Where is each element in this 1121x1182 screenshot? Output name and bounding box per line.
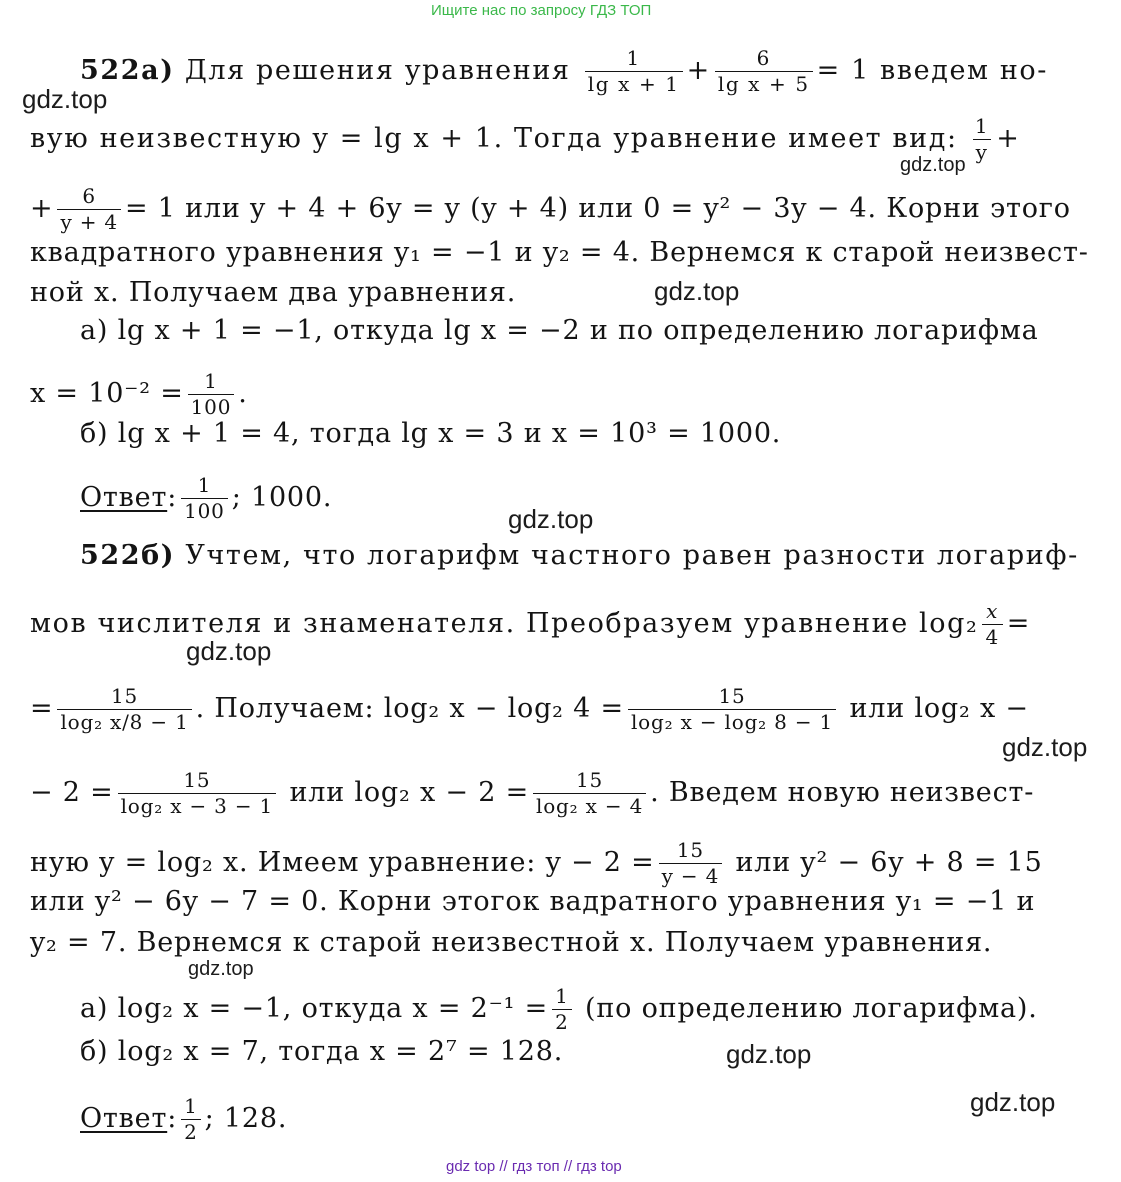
problem-b-text: − 2 = <box>30 777 114 808</box>
fraction-numerator: 15 <box>676 838 704 862</box>
problem-a-number: 522а) <box>80 55 175 86</box>
watermark: gdz.top <box>508 504 594 534</box>
fraction-numerator: 1 <box>555 984 569 1008</box>
problem-b-text: мов числителя и знаменателя. Преобразуем уравнение log₂ <box>30 608 979 639</box>
operator: = <box>30 693 54 724</box>
operator: = <box>1006 608 1032 639</box>
fraction-denominator: 100 <box>188 394 235 418</box>
fraction-denominator: log₂ x − 4 <box>533 793 646 817</box>
fraction-denominator: 2 <box>552 1009 572 1033</box>
problem-a-line-5: ной x. Получаем два уравнения. <box>30 277 517 308</box>
fraction-denominator: y − 4 <box>659 863 723 887</box>
watermark: gdz.top <box>188 958 254 980</box>
fraction-numerator: 6 <box>82 184 96 208</box>
fraction <box>982 601 1002 648</box>
problem-b-line-8 <box>80 986 1038 1033</box>
problem-b-text: а) log₂ x = −1, откуда x = 2⁻¹ = <box>80 993 549 1024</box>
problem-b-line-3 <box>30 686 1029 733</box>
problem-b-text: (по определению логарифма). <box>585 993 1038 1024</box>
fraction-numerator: 1 <box>184 1094 198 1118</box>
fraction <box>181 1096 201 1143</box>
problem-b-line-2 <box>30 601 1031 648</box>
problem-b-line-5 <box>30 840 1043 887</box>
answer-value: ; 128. <box>204 1103 288 1134</box>
problem-a-line-6: а) lg x + 1 = −1, откуда lg x = −2 и по определению логарифма <box>80 315 1039 346</box>
problem-a-text: вую неизвестную y = lg x + 1. Тогда уравнение имеет вид: <box>30 123 958 154</box>
problem-b-text: . Введем новую неизвест- <box>650 777 1035 808</box>
fraction-denominator: lg x + 5 <box>715 71 813 95</box>
fraction <box>972 116 992 163</box>
watermark: gdz.top <box>900 154 966 176</box>
problem-a-answer <box>80 475 332 522</box>
fraction-denominator: 100 <box>181 498 228 522</box>
fraction-denominator: log₂ x/8 − 1 <box>57 709 191 733</box>
problem-b-number: 522б) <box>80 540 176 571</box>
problem-a-line-7 <box>30 371 248 418</box>
problem-b-line-6: или y² − 6y − 7 = 0. Корни этогок вадратного уравнения y₁ = −1 и <box>30 886 1036 917</box>
fraction-numerator: 1 <box>204 369 218 393</box>
fraction <box>659 840 723 887</box>
problem-b-text: Учтем, что логарифм частного равен разности логариф- <box>185 540 1079 571</box>
fraction-numerator: x <box>986 599 1000 623</box>
operator: + <box>30 193 54 224</box>
fraction-numerator: 15 <box>718 684 746 708</box>
fraction <box>533 770 646 817</box>
fraction-denominator: y + 4 <box>57 209 121 233</box>
fraction <box>628 686 836 733</box>
answer-colon: : <box>167 482 178 513</box>
fraction <box>57 686 191 733</box>
fraction <box>57 186 121 233</box>
fraction-numerator: 1 <box>197 473 212 497</box>
answer-label: Ответ <box>80 482 168 513</box>
problem-b-line-7: y₂ = 7. Вернемся к старой неизвестной x. Получаем уравнения. <box>30 927 993 958</box>
fraction <box>118 770 277 817</box>
problem-a-line-2 <box>30 116 1020 163</box>
fraction-numerator: 1 <box>626 46 641 70</box>
problem-a-line-3 <box>30 186 1071 233</box>
fraction-denominator: 2 <box>181 1119 201 1143</box>
problem-a-text: x = 10⁻² = <box>30 378 184 409</box>
fraction-numerator: 1 <box>974 114 990 138</box>
problem-a-line-1 <box>80 48 1048 95</box>
fraction-numerator: 15 <box>576 768 604 792</box>
watermark: gdz.top <box>726 1039 812 1069</box>
fraction-denominator: y <box>973 139 992 163</box>
problem-a-text: = 1 или y + 4 + 6y = y (y + 4) или 0 = y² − 3y − 4. Корни этого <box>124 193 1071 224</box>
fraction-numerator: 15 <box>110 684 139 708</box>
operator: + <box>686 55 711 86</box>
answer-label: Ответ <box>80 1103 168 1134</box>
problem-b-text: . Получаем: log₂ x − log₂ 4 = <box>195 693 624 724</box>
operator: = 1 <box>816 55 870 86</box>
problem-b-line-9: б) log₂ x = 7, тогда x = 2⁷ = 128. <box>80 1036 564 1067</box>
watermark: gdz.top <box>22 84 108 114</box>
fraction-denominator: log₂ x − log₂ 8 − 1 <box>628 709 836 733</box>
problem-a-text: введем но- <box>880 55 1048 86</box>
fraction <box>715 48 813 95</box>
problem-a-line-4: квадратного уравнения y₁ = −1 и y₂ = 4. Вернемся к старой неизвест- <box>30 237 1089 268</box>
problem-b-text: или y² − 6y + 8 = 15 <box>735 847 1043 878</box>
watermark: gdz.top <box>654 276 740 306</box>
answer-value: ; 1000. <box>231 482 333 513</box>
problem-b-answer <box>80 1096 287 1143</box>
watermark: gdz.top <box>1002 732 1088 762</box>
search-hint: Ищите нас по запросу ГДЗ ТОП <box>431 2 652 19</box>
problem-b-line-1 <box>80 541 1079 571</box>
fraction <box>188 371 235 418</box>
fraction-numerator: 6 <box>756 46 771 70</box>
problem-b-text: ную y = log₂ x. Имеем уравнение: y − 2 = <box>30 847 655 878</box>
problem-a-line-8: б) lg x + 1 = 4, тогда lg x = 3 и x = 10³ = 1000. <box>80 418 782 449</box>
problem-b-text: или log₂ x − <box>849 693 1029 724</box>
fraction <box>181 475 228 522</box>
operator: . <box>238 378 248 409</box>
problem-b-line-4 <box>30 770 1034 817</box>
operator: + <box>996 123 1021 154</box>
fraction <box>552 986 572 1033</box>
fraction-denominator: 4 <box>982 624 1002 648</box>
fraction-numerator: 15 <box>183 768 211 792</box>
answer-colon: : <box>167 1103 178 1134</box>
watermark: gdz.top <box>186 636 272 666</box>
problem-a-text: Для решения уравнения <box>184 55 571 86</box>
watermark: gdz.top <box>970 1087 1056 1117</box>
fraction <box>585 48 683 95</box>
fraction-denominator: log₂ x − 3 − 1 <box>118 793 277 817</box>
fraction-denominator: lg x + 1 <box>585 71 683 95</box>
footer-links: gdz top // гдз топ // гдз top <box>446 1158 622 1175</box>
problem-b-text: или log₂ x − 2 = <box>289 777 529 808</box>
